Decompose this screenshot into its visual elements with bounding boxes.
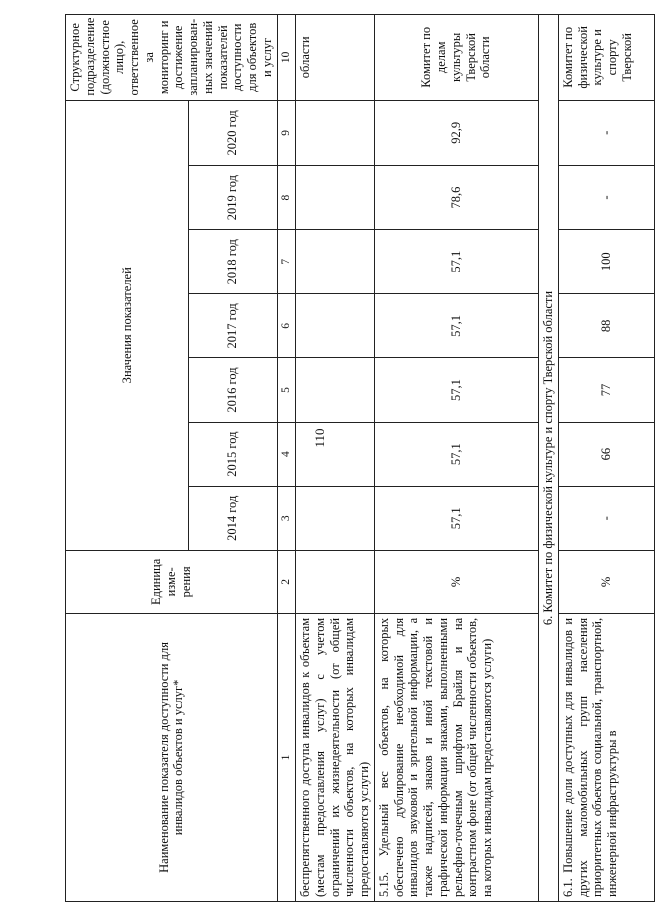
indicator-name: 6.1. Повышение доли доступных для инвалидов и других маломобильных групп населения приоритетных объектов социальной, транспортной, инженерной инфраструктуры в <box>558 613 654 901</box>
column-number: 6 <box>277 294 296 358</box>
indicator-value: 66 <box>558 422 654 486</box>
column-number: 2 <box>277 550 296 613</box>
indicator-responsible: Комитет по физической культуре и спорту Тверской <box>558 15 654 101</box>
header-year: 2019 год <box>188 166 277 230</box>
indicator-value <box>296 230 375 294</box>
table-sheet <box>65 14 634 902</box>
column-number: 10 <box>277 15 296 101</box>
indicator-value <box>296 422 375 486</box>
header-values: Значения показателей <box>66 100 189 550</box>
header-year: 2017 год <box>188 294 277 358</box>
page-number: 110 <box>312 428 327 448</box>
indicator-value: 57,1 <box>374 486 538 550</box>
indicator-value: 100 <box>558 230 654 294</box>
header-name: Наименование показателя доступности для инвалидов объектов и услуг* <box>66 613 278 901</box>
header-row-1 <box>66 15 189 902</box>
column-number: 3 <box>277 486 296 550</box>
column-number-row <box>277 15 296 902</box>
indicator-value: 77 <box>558 358 654 422</box>
indicator-value: - <box>558 166 654 230</box>
indicator-value <box>296 486 375 550</box>
indicator-value <box>296 166 375 230</box>
indicator-value: 88 <box>558 294 654 358</box>
indicator-responsible: области <box>296 15 375 101</box>
header-year: 2018 год <box>188 230 277 294</box>
section-row <box>538 15 558 902</box>
indicator-value: 57,1 <box>374 358 538 422</box>
header-unit: Единица изме-рения <box>66 550 278 613</box>
header-year: 2020 год <box>188 100 277 165</box>
header-year: 2015 год <box>188 422 277 486</box>
header-year: 2016 год <box>188 358 277 422</box>
indicator-value: 57,1 <box>374 230 538 294</box>
section-title: 6. Комитет по физической культуре и спорту Тверской области <box>538 15 558 902</box>
indicator-value <box>296 100 375 165</box>
column-number: 1 <box>277 613 296 901</box>
column-number: 5 <box>277 358 296 422</box>
indicator-value: 57,1 <box>374 294 538 358</box>
table-row <box>296 15 375 902</box>
column-number: 7 <box>277 230 296 294</box>
indicator-value <box>296 294 375 358</box>
column-number: 8 <box>277 166 296 230</box>
indicator-name: 5.15. Удельный вес объектов, на которых обеспечено дублирование необходимой для инвалидов звуковой и зрительной информации, а также надписей, знаков и иной текстовой и графической информации знаками, выполненными рельефно-точечным шрифтом Брайля и на контрастном фоне (от общей численности объектов, на которых инвалидам предоставляются услуги) <box>374 613 538 901</box>
table-row <box>374 15 538 902</box>
indicator-value: - <box>558 486 654 550</box>
indicator-unit: % <box>374 550 538 613</box>
table-row <box>558 15 654 902</box>
header-year: 2014 год <box>188 486 277 550</box>
indicator-value: 78,6 <box>374 166 538 230</box>
rotated-table-wrapper <box>65 14 634 902</box>
indicator-value: - <box>558 100 654 165</box>
indicator-table <box>65 14 655 902</box>
indicator-unit <box>296 550 375 613</box>
indicator-value <box>296 358 375 422</box>
indicator-responsible: Комитет по делам культуры Тверской области <box>374 15 538 101</box>
header-responsible: Структурное подразделение (должностное лицо), ответственное за мониторинг и достижение запланирован-ных значений показателей доступности для объектов и услуг <box>66 15 278 101</box>
indicator-value: 57,1 <box>374 422 538 486</box>
column-number: 4 <box>277 422 296 486</box>
indicator-value: 92,9 <box>374 100 538 165</box>
column-number: 9 <box>277 100 296 165</box>
indicator-name: беспрепятственного доступа инвалидов к объектам (местам предоставления услуг) с учетом ограничений их жизнедеятельности (от общей численности объектов, на которых инвалидам предоставляются услуги) <box>296 613 375 901</box>
indicator-unit: % <box>558 550 654 613</box>
